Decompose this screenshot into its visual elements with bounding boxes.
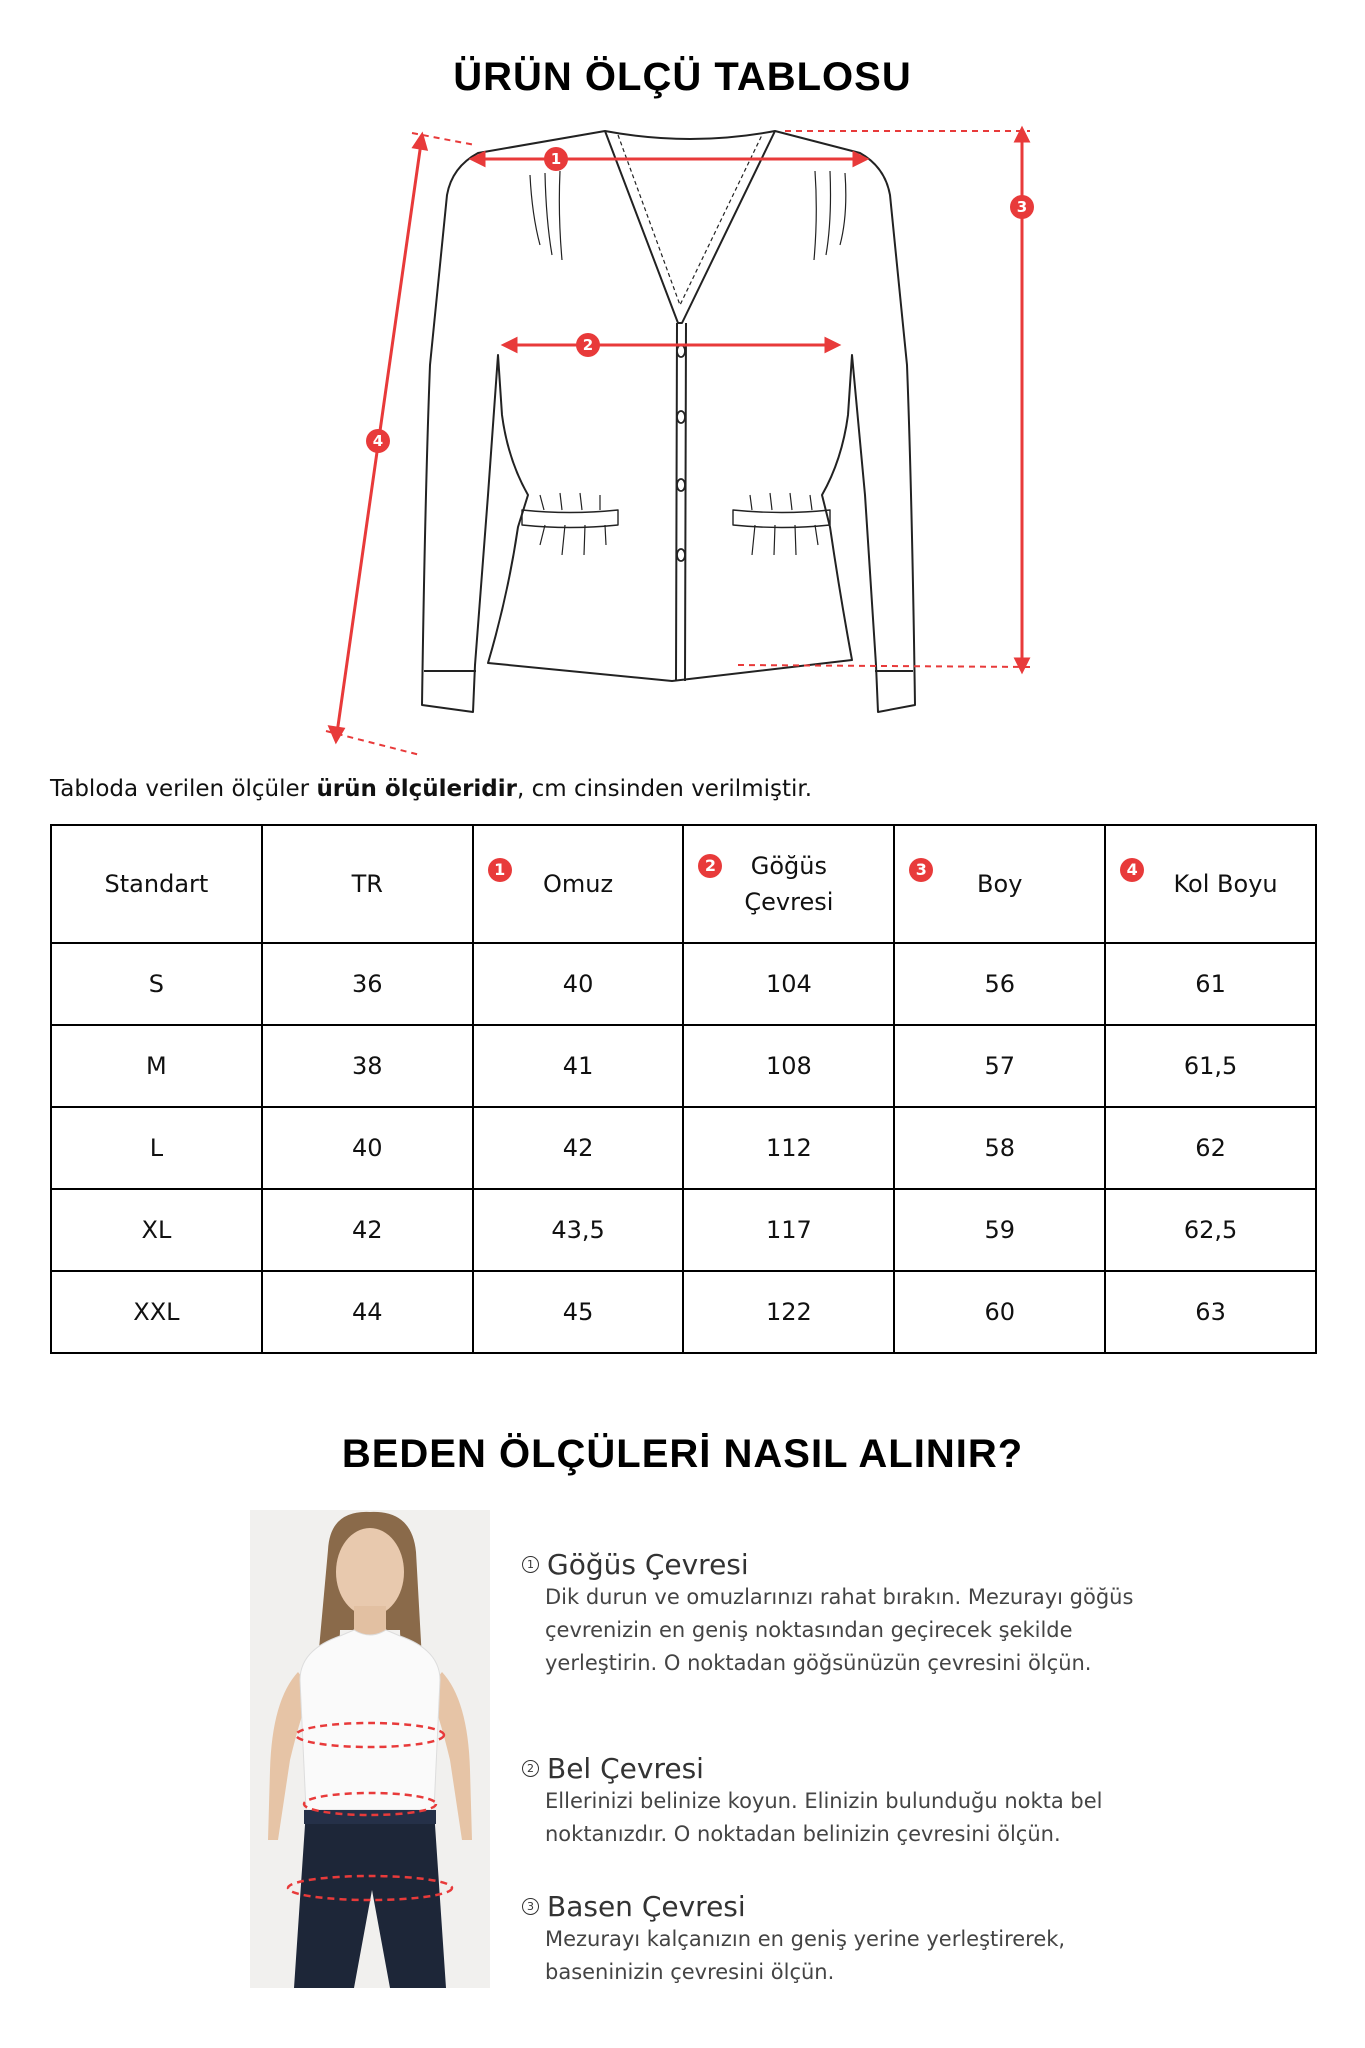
cell: 56	[894, 943, 1105, 1025]
cell: 63	[1105, 1271, 1316, 1353]
cell: 41	[473, 1025, 684, 1107]
cell: 60	[894, 1271, 1105, 1353]
badge-4: 4	[1120, 858, 1144, 882]
cell: 112	[683, 1107, 894, 1189]
note-prefix: Tabloda verilen ölçüler	[50, 776, 317, 802]
diagram-label-1: 1	[550, 150, 562, 168]
cell: 42	[473, 1107, 684, 1189]
note-suffix: , cm cinsinden verilmiştir.	[517, 776, 813, 802]
measurement-waist	[522, 1752, 1162, 1851]
cell: M	[51, 1025, 262, 1107]
number-icon: 2	[522, 1760, 539, 1777]
cell: 62	[1105, 1107, 1316, 1189]
how-to-title: BEDEN ÖLÇÜLERİ NASIL ALINIR?	[341, 1432, 1024, 1476]
table-note	[50, 776, 812, 802]
measurement-text: Mezurayı kalçanızın en geniş yerine yerleştirerek, baseninizin çevresini ölçün.	[545, 1927, 1066, 1984]
header-standart: Standart	[51, 825, 262, 943]
cell: 122	[683, 1271, 894, 1353]
cell: XXL	[51, 1271, 262, 1353]
measurement-title: Basen Çevresi	[547, 1890, 746, 1923]
cell: 62,5	[1105, 1189, 1316, 1271]
cell: 58	[894, 1107, 1105, 1189]
cell: XL	[51, 1189, 262, 1271]
cell: 61	[1105, 943, 1316, 1025]
cell: 61,5	[1105, 1025, 1316, 1107]
table-row	[51, 1271, 1316, 1353]
header-gogus: 2 Göğüs Çevresi	[683, 825, 894, 943]
cell: 59	[894, 1189, 1105, 1271]
cell: L	[51, 1107, 262, 1189]
badge-1: 1	[488, 858, 512, 882]
diagram-label-2: 2	[582, 336, 594, 354]
page-title: ÜRÜN ÖLÇÜ TABLOSU	[453, 55, 912, 99]
cell: 104	[683, 943, 894, 1025]
cell: 38	[262, 1025, 473, 1107]
measurement-title: Göğüs Çevresi	[547, 1548, 749, 1581]
cell: 43,5	[473, 1189, 684, 1271]
cell: 117	[683, 1189, 894, 1271]
cell: 45	[473, 1271, 684, 1353]
cell: 40	[473, 943, 684, 1025]
cell: 108	[683, 1025, 894, 1107]
header-kol-boyu: 4 Kol Boyu	[1105, 825, 1316, 943]
table-header-row	[51, 825, 1316, 943]
table-row	[51, 943, 1316, 1025]
diagram-label-3: 3	[1016, 198, 1028, 216]
diagram-label-4: 4	[372, 432, 384, 450]
cell: S	[51, 943, 262, 1025]
cell: 57	[894, 1025, 1105, 1107]
garment-diagram	[300, 115, 1080, 775]
measurement-title: Bel Çevresi	[547, 1752, 704, 1785]
size-table	[50, 824, 1317, 1354]
header-tr: TR	[262, 825, 473, 943]
measurement-chest	[522, 1548, 1162, 1680]
measurement-text: Ellerinizi belinize koyun. Elinizin bulunduğu nokta bel noktanızdır. O noktadan belinizin çevresini ölçün.	[545, 1789, 1103, 1846]
cell: 40	[262, 1107, 473, 1189]
model-photo	[250, 1510, 490, 1988]
header-boy: 3 Boy	[894, 825, 1105, 943]
badge-3: 3	[909, 858, 933, 882]
cell: 36	[262, 943, 473, 1025]
header-omuz: 1 Omuz	[473, 825, 684, 943]
table-row	[51, 1107, 1316, 1189]
measurement-hip	[522, 1890, 1162, 1989]
number-icon: 3	[522, 1898, 539, 1915]
cell: 44	[262, 1271, 473, 1353]
number-icon: 1	[522, 1556, 539, 1573]
note-bold: ürün ölçüleridir	[316, 776, 518, 802]
cell: 42	[262, 1189, 473, 1271]
measurement-text: Dik durun ve omuzlarınızı rahat bırakın. Mezurayı göğüs çevrenizin en geniş noktasından geçirecek şekilde yerleştirin. O noktadan göğsünüzün çevresini ölçün.	[545, 1585, 1134, 1675]
table-row	[51, 1189, 1316, 1271]
table-row	[51, 1025, 1316, 1107]
badge-2: 2	[698, 854, 722, 878]
